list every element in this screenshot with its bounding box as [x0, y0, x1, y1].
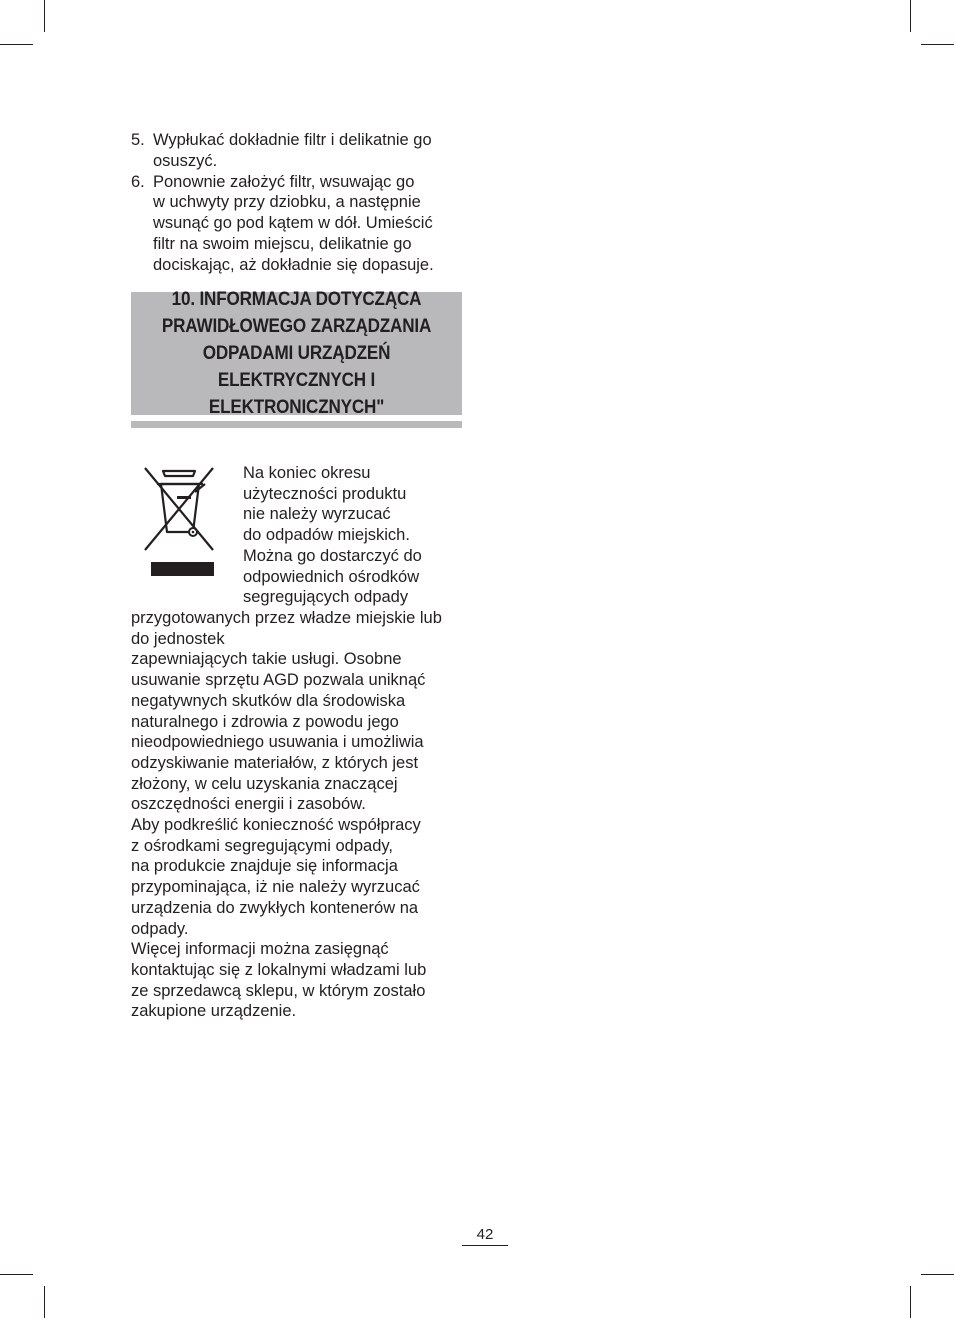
- crop-mark: [921, 44, 954, 45]
- step-item: [131, 172, 461, 276]
- step-text: Ponownie założyć filtr, wsuwając go w uchwyty przy dziobku, a następnie wsunąć go pod kątem w dół. Umieścić filtr na swoim miejscu, delikatnie go dociskając, aż dokładnie się dopasuje.: [153, 172, 434, 274]
- disposal-text-body: przygotowanych przez władze miejskie lub do jednostek zapewniających takie usługi. Osobne usuwanie sprzętu AGD pozwala uniknąć negatywnych skutków dla środowiska naturalnego i zdrowia z powodu jego nieodpowiedniego usuwania i umożliwia odzyskiwanie materiałów, z których jest złożony, w celu uzyskania znaczącej oszczędności energii i zasobów. Aby podkreślić konieczność współpracy z ośrodkami segregującymi odpady, na produkcie znajduje się informacja przypominająca, iż nie należy wyrzucać urządzenia do zwykłych kontenerów na odpady. Więcej informacji można zasięgnąć kontaktując się z lokalnymi władzami lub ze sprzedawcą sklepu, w którym zostało zakupione urządzenie.: [131, 609, 442, 1021]
- section-title: 10. INFORMACJA DOTYCZĄCA PRAWIDŁOWEGO ZARZĄDZANIA ODPADAMI URZĄDZEŃ ELEKTRYCZNYCH I ELEKTRONICZNYCH": [161, 289, 432, 418]
- step-text: Wypłukać dokładnie filtr i delikatnie go osuszyć.: [153, 131, 432, 170]
- crop-mark: [44, 1286, 45, 1318]
- step-item: [131, 130, 461, 172]
- crop-mark: [910, 0, 911, 32]
- page-number: 42: [476, 1226, 494, 1243]
- disposal-text-beside-icon: Na koniec okresu użyteczności produktu nie należy wyrzucać do odpadów miejskich. Można go dostarczyć do odpowiednich ośrodków segregujących odpady: [243, 464, 422, 607]
- step-number: 6.: [131, 172, 145, 191]
- crop-mark: [0, 44, 33, 45]
- instruction-steps: [131, 130, 461, 276]
- crossed-out-wheelie-bin-icon: [139, 462, 219, 580]
- section-divider: [131, 421, 462, 428]
- crop-mark: [0, 1274, 33, 1275]
- page-number-underline: [462, 1245, 508, 1246]
- crop-mark: [910, 1286, 911, 1318]
- section-heading-box: [131, 289, 462, 418]
- crop-mark: [921, 1274, 954, 1275]
- crop-mark: [44, 0, 45, 32]
- step-number: 5.: [131, 131, 145, 149]
